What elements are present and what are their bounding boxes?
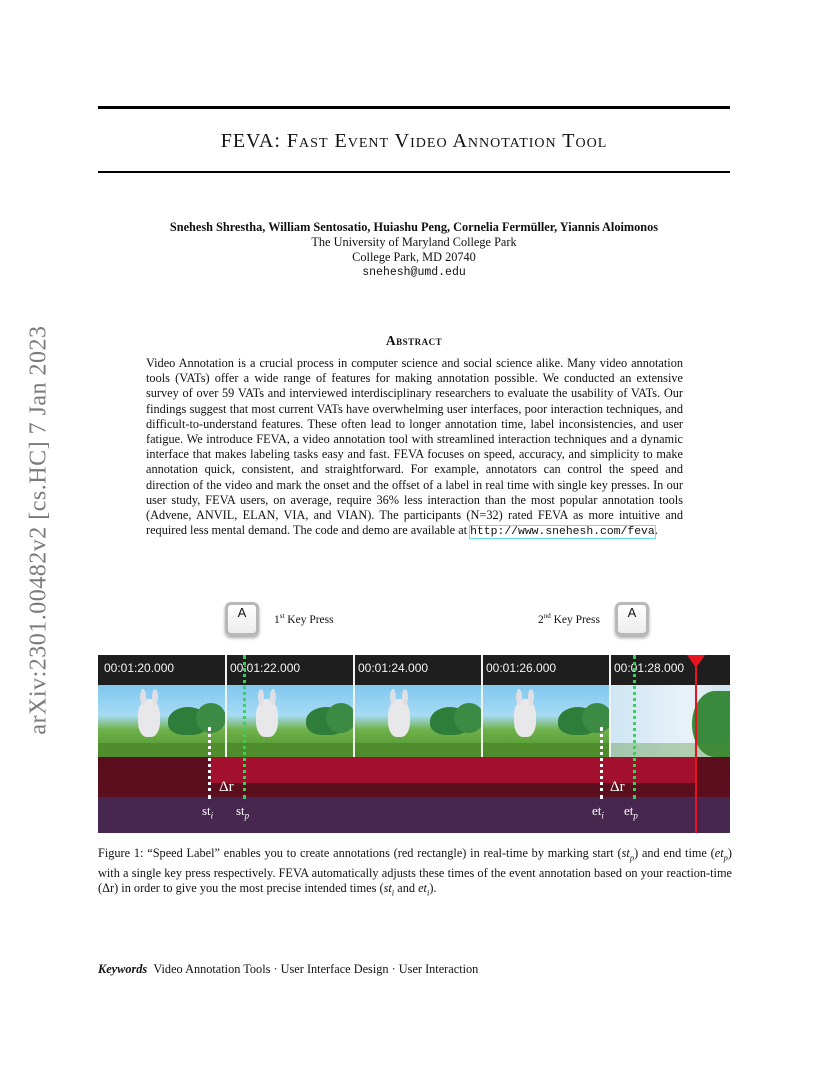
reaction-time-start: Δr — [219, 779, 234, 795]
playhead-handle[interactable] — [687, 655, 705, 668]
author-names: Snehesh Shrestha, William Sentosatio, Huiashu Peng, Cornelia Fermüller, Yiannis Aloimonos — [169, 220, 659, 234]
start-intended-label: $st_i$ — [202, 803, 214, 821]
key-a-second-letter: A — [627, 605, 637, 620]
start-pressed-marker — [243, 655, 246, 799]
second-key-text: Key Press — [550, 613, 600, 626]
second-key-sup: nd — [543, 612, 551, 620]
affiliation: The University of Maryland College Park — [311, 235, 517, 249]
keywords-line — [98, 962, 730, 977]
key-a-first — [225, 602, 259, 636]
start-intended-marker — [208, 727, 211, 799]
timecode-label: 00:01:24.000 — [358, 661, 429, 675]
first-key-sup: st — [279, 612, 285, 620]
figure-speed-label — [98, 598, 730, 838]
playhead[interactable] — [695, 655, 697, 833]
timecode-label: 00:01:22.000 — [230, 661, 301, 675]
end-intended-label: $et_i$ — [592, 803, 604, 821]
timeline-tick — [481, 655, 483, 757]
first-key-num: 1 — [274, 613, 280, 626]
title-rule-bottom — [98, 171, 730, 173]
keywords-heading: Keywords — [98, 962, 148, 976]
second-key-press-label — [538, 612, 600, 626]
figure-caption: Figure 1: “Speed Label” enables you to create annotations (red rectangle) in real-time by marking start $(st_p)$ and end time $(et_p)$ with a single key press respectively. FEVA automatically adjusts these times of the event annotation based on your reaction-time (Δr) in order to give you the most precise intended times ($st_i$ and $et_i$). — [98, 846, 733, 898]
thumbnail-frame — [482, 685, 610, 757]
timecode-label: 00:01:28.000 — [614, 661, 685, 675]
abstract-heading: Abstract — [385, 333, 443, 348]
key-a-second — [615, 602, 649, 636]
first-key-press-label — [274, 612, 334, 626]
key-a-first-letter: A — [237, 605, 247, 620]
start-pressed-label: $st_p$ — [236, 803, 250, 821]
timecode-label: 00:01:20.000 — [104, 661, 175, 675]
abstract-end: . — [654, 523, 658, 538]
keywords-text: Video Annotation Tools · User Interface Design · User Interaction — [153, 962, 479, 976]
demo-link[interactable]: http://www.snehesh.com/feva — [470, 526, 655, 539]
timecode-label: 00:01:26.000 — [486, 661, 557, 675]
end-pressed-marker — [633, 655, 636, 799]
second-key-num: 2 — [538, 613, 544, 626]
paper-title: FEVA: Fast Event Video Annotation Tool — [220, 130, 608, 152]
video-timeline[interactable] — [98, 655, 730, 833]
thumbnail-frame — [98, 685, 226, 757]
reaction-time-end: Δr — [610, 779, 625, 795]
arxiv-identifier: arXiv:2301.00482v2 [cs.HC] 7 Jan 2023 — [25, 325, 52, 735]
end-pressed-label: $et_p$ — [624, 803, 638, 821]
author-block — [98, 220, 730, 280]
end-intended-marker — [600, 727, 603, 799]
abstract-text: Video Annotation is a crucial process in computer science and social science alike. Many video annotation tools (VATs) offer a wide range of features for making annotation possible. We conducted an extensive survey of over 59 VATs and interviewed interdisciplinary researchers to evaluate the usability of VATs. Our findings suggest that most current VATs have overwhelming user interfaces, poor interaction techniques, and difficult-to-understand features. These often lead to longer annotation time, label inconsistencies, and user fatigue. We introduce FEVA, a video annotation tool with streamlined interaction techniques and a dynamic interface that makes labeling tasks easy and fast. FEVA focuses on speed, accuracy, and simplicity to make annotation quick, consistent, and straightforward. For example, annotators can control the speed and direction of the video and mark the onset and the offset of a label in real time with single key presses. In our user study, FEVA users, on average, require 36% less interaction than the most popular annotation tools (Advene, ANVIL, ELAN, VIA, and VIAN). The participants (N=32) rated FEVA as more intuitive and required less mental demand. The code and demo are available at — [146, 356, 683, 538]
thumbnail-frame — [610, 685, 730, 757]
title-rule-top — [98, 106, 730, 109]
thumbnail-frame — [354, 685, 482, 757]
timeline-tick — [225, 655, 227, 757]
abstract-body — [146, 356, 683, 540]
email: snehesh@umd.edu — [362, 266, 466, 279]
timeline-tick — [609, 655, 611, 757]
timeline-tick — [353, 655, 355, 757]
address: College Park, MD 20740 — [352, 250, 476, 264]
first-key-text: Key Press — [284, 613, 334, 626]
